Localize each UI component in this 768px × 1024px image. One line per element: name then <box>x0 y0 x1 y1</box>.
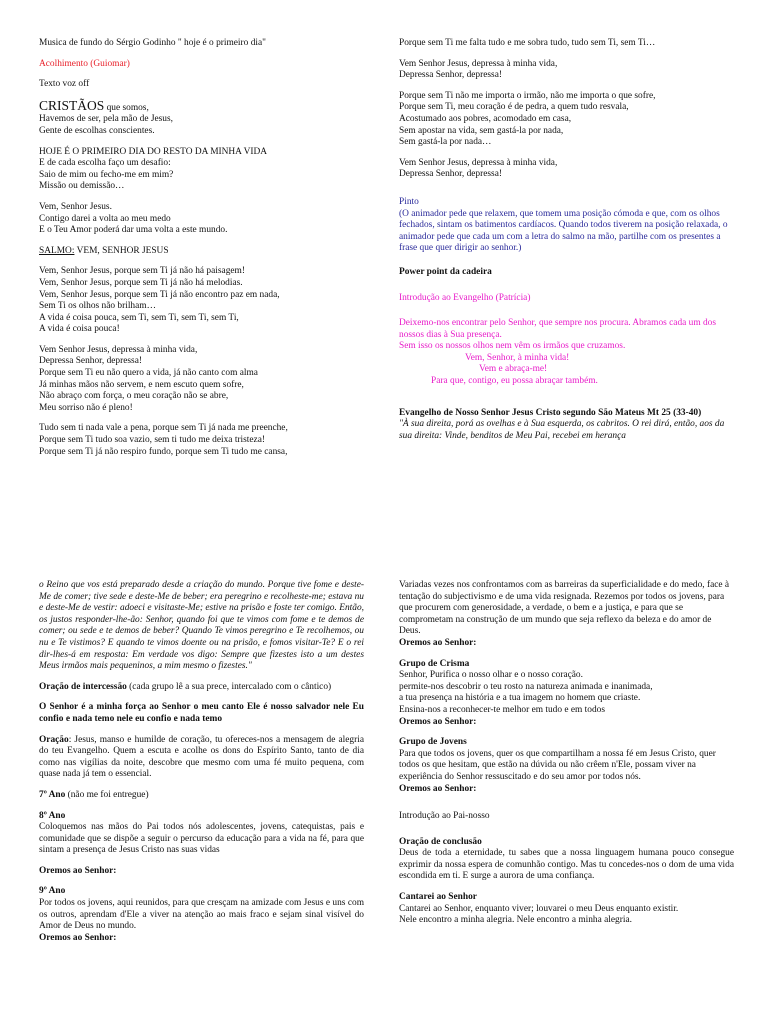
song-line: Nele encontro a minha alegria. Nele encontro a minha alegria. <box>399 915 632 926</box>
poem-line: Porque sem Ti me falta tudo e me sobra tudo, tudo sem Ti, sem Ti… <box>399 38 656 48</box>
poem-line: Tudo sem ti nada vale a pena, porque sem Ti já nada me preenche, <box>39 423 288 434</box>
poem-line: Acostumado aos pobres, acomodado em casa, <box>399 113 572 124</box>
ano7-heading <box>39 790 364 802</box>
refrain-2 <box>399 158 734 181</box>
music-line: Musica de fundo do Sérgio Godinho " hoje é o primeiro dia" <box>39 38 266 48</box>
ano7-note: (não me foi entregue) <box>65 789 149 800</box>
conclusao-heading: Oração de conclusão <box>399 836 482 847</box>
pinto-section <box>399 197 734 255</box>
column-bottom-left <box>39 580 364 944</box>
poem-line: Depressa Senhor, depressa! <box>399 70 502 81</box>
salmo-stanza-2 <box>39 345 344 415</box>
cantico-text: O Senhor é a minha força ao Senhor o meu canto Ele é nosso salvador nele Eu confio e nada temo nele eu confio e nada temo <box>39 702 364 724</box>
poem-line: E de cada escolha faço um desafio: <box>39 158 171 169</box>
ano7-label: 7º Ano <box>39 789 66 800</box>
crisma-heading: Grupo de Crisma <box>399 658 470 669</box>
oremos-line: Oremos ao Senhor: <box>399 716 477 727</box>
poem-line: Meu sorriso não é pleno! <box>39 402 133 413</box>
cristaos-rest: que somos, <box>104 102 149 113</box>
intro-pai-nosso: Introdução ao Pai-nosso <box>399 811 490 822</box>
ano9-text: Por todos os jovens, aqui reunidos, para que cresçam na amizade com Jesus e uns com os outros, aprendam d'Ele a viver na atenção ao mais fraco e sejam sinal visível do Amor de Deus no mundo. <box>39 898 364 932</box>
poem-line: Porque sem Ti tudo soa vazio, sem ti tudo me deixa tristeza! <box>39 435 266 446</box>
column-bottom-right <box>399 580 734 936</box>
poem-line: Já minhas mãos não servem, e nem escuto quem sofre, <box>39 379 244 390</box>
cristaos-stanza <box>39 97 344 138</box>
intercessao-label: Oração de intercessão <box>39 681 127 692</box>
evangelho-title: Evangelho de Nosso Senhor Jesus Cristo segundo São Mateus Mt 25 (33-40) <box>399 407 702 418</box>
salmo-label: SALMO: <box>39 245 75 256</box>
poem-line: A vida é coisa pouca, sem Ti, sem Ti, sem Ti, sem Ti, <box>39 312 239 323</box>
poem-line: Vem, Senhor Jesus, porque sem Ti já não há paisagem! <box>39 266 245 277</box>
poem-line: Sem Ti os olhos não brilham… <box>39 301 156 312</box>
poem-line: HOJE É O PRIMEIRO DIA DO RESTO DA MINHA VIDA <box>39 146 268 157</box>
prayer-line: a tua presença na história e a tua imagem no homem que criaste. <box>399 693 641 704</box>
poem-line: A vida é coisa pouca! <box>39 324 120 335</box>
poem-line: Porque sem Ti, meu coração é de pedra, a quem tudo resvala, <box>399 102 629 113</box>
poem-line: Sem apostar na vida, sem gastá-la por nada, <box>399 125 564 136</box>
acolhimento-heading: Acolhimento (Guiomar) <box>39 58 130 69</box>
oracao-paragraph <box>39 735 364 781</box>
poem-line: Porque sem Ti já não respiro fundo, porque sem Ti tudo me cansa, <box>39 446 288 457</box>
pinto-instructions: (O animador pede que relaxem, que tomem uma posição cómoda e que, com os olhos fechados, sintam os batimentos cardíacos. Quando todos tiverem na posição relaxada, o animador pede que cada um com a letra do salmo na mão, partilhe com os presentes a frase que quer dirigir ao senhor.) <box>399 208 728 254</box>
vem-senhor-line: Vem, Senhor, à minha vida! <box>465 352 570 363</box>
column-top-right <box>399 38 734 451</box>
ano9-heading: 9º Ano <box>39 886 66 897</box>
poem-line: E o Teu Amor poderá dar uma volta a este mundo. <box>39 225 228 236</box>
poem-line: Vem Senhor Jesus, depressa à minha vida, <box>39 344 198 355</box>
salmo-stanza-3 <box>39 423 344 458</box>
oremos-line: Oremos ao Senhor: <box>39 932 117 943</box>
prayer-line: Senhor, Purifica o nosso olhar e o nosso coração. <box>399 670 583 681</box>
intercessao-heading <box>39 682 364 694</box>
poem-line: Havemos de ser, pela mão de Jesus, <box>39 114 173 125</box>
poem-line: Contigo darei a volta ao meu medo <box>39 213 171 224</box>
evangelho-text: "À sua direita, porá as ovelhas e à Sua esquerda, os cabritos. O rei dirá, então, aos da sua direita: Vinde, benditos de Meu Pai, recebei em herança <box>399 419 725 441</box>
refrain-1 <box>399 59 734 82</box>
hoje-stanza <box>39 147 344 193</box>
ano8-text: Coloquemos nas mãos do Pai todos nós adolescentes, jovens, catequistas, pais e comunidade que se dispõe a seguir o percurso da educação para a vida na fé, para que sintam a presença de Jesus Cristo nas suas vidas <box>39 822 364 856</box>
pinto-heading: Pinto <box>399 196 419 207</box>
salmo-stanza-1 <box>39 266 344 336</box>
poem-line: Vem, Senhor Jesus, porque sem Ti já não há melodias. <box>39 277 243 288</box>
poem-line: Vem, Senhor Jesus, porque sem Ti já não encontro paz em nada, <box>39 289 280 300</box>
poem-line: Depressa Senhor, depressa! <box>399 169 502 180</box>
poem-line: Vem, Senhor Jesus. <box>39 201 112 212</box>
poem-line: Não abraço com força, o meu coração não se abre, <box>39 391 229 402</box>
poem-line: Missão ou demissão… <box>39 181 125 192</box>
poem-line: Depressa Senhor, depressa! <box>39 356 142 367</box>
texto-voz-off: Texto voz off <box>39 79 90 90</box>
salmo-title: VEM, SENHOR JESUS <box>74 245 169 256</box>
salmo-stanza-4 <box>399 91 734 149</box>
intercessao-note: (cada grupo lê a sua prece, intercalado com o cântico) <box>126 681 332 692</box>
jovens-text: Para que todos os jovens, quer os que compartilham a nossa fé em Jesus Cristo, quer todos os que hesitam, que estão na dúvida ou não crêem n'Ele, possam viver na experiência do Senhor ressuscitado e do seu amor por todos nós. <box>399 748 716 782</box>
poem-line: Vem Senhor Jesus, depressa à minha vida, <box>399 58 558 69</box>
poem-line: Porque sem Ti eu não quero a vida, já não canto com alma <box>39 368 258 379</box>
intro-evangelho-text <box>399 318 734 388</box>
cantarei-heading: Cantarei ao Senhor <box>399 892 477 903</box>
variadas-paragraph: Variadas vezes nos confrontamos com as barreiras da superficialidade e do medo, face à tentação do subjectivismo e de uma vida resignada. Rezemos por todos os jovens, para que procurem com generosidade, a verdade, o bem e a justiça, e para que se comprometam na construção de um mundo que seja reflexo da beleza e do amor de Deus. <box>399 580 730 637</box>
cristaos-word: CRISTÃOS <box>39 97 105 113</box>
column-top-left <box>39 38 344 467</box>
oracao-label: Oração <box>39 734 69 745</box>
jovens-heading: Grupo de Jovens <box>399 737 467 748</box>
poem-line: Sem gastá-la por nada… <box>399 137 492 148</box>
conclusao-text: Deus de toda a eternidade, tu sabes que a nossa linguagem humana pouco consegue exprimir da nossa espera de comunhão contigo. Mas tu concedes-nos o dom de uma vida escondida em ti. E surge a aurora de uma confiança. <box>399 848 734 882</box>
song-line: Cantarei ao Senhor, enquanto viver; louvarei o meu Deus enquanto existir. <box>399 903 679 914</box>
poem-line: Saio de mim ou fecho-me em mim? <box>39 169 174 180</box>
oremos-line: Oremos ao Senhor: <box>39 865 117 876</box>
sem-isso-line: Sem isso os nossos olhos nem vêm os irmãos que cruzamos. <box>399 341 626 352</box>
gospel-continuation: o Reino que vos está preparado desde a criação do mundo. Porque tive fome e deste-Me de comer; tive sede e deste-Me de beber; era peregrino e recolheste-me; estava nu e deste-Me de vestir: adoeci e visitaste-Me; estive na prisão e foste ter comigo. Então, os justos responder-lhe-ão: Senhor, quando foi que te vimos com fome e te demos de comer; ou sede e te demos de beber? Quando Te vimos peregrino e Te recolhemos, ou nu e Te vistimos? E quando te vimos doente ou na prisão, e fomos visitar-Te? E o rei dir-lhes-á em resposta: Em verdade vos digo: Sempre que fizestes isto a um destes Meus irmãos mais pequeninos, a mim mesmo o fizestes." <box>39 580 364 672</box>
poem-line: Gente de escolhas conscientes. <box>39 125 155 136</box>
para-que-line: Para que, contigo, eu possa abraçar também. <box>431 376 598 387</box>
deixemo-paragraph: Deixemo-nos encontrar pelo Senhor, que sempre nos procura. Abramos cada um dos nossos dias à Sua presença. <box>399 318 716 340</box>
poem-line: Porque sem Ti não me importa o irmão, não me importa o que sofre, <box>399 90 656 101</box>
oracao-text: : Jesus, manso e humilde de coração, tu ofereces-nos a mensagem de alegria do teu Evangelho. Quem a escuta e acolhe os dons do Espírito Santo, tanto de dia como nas vigílias da noite, descobre que mesmo com uma fé muito pequena, com quase nada já tem o essencial. <box>39 734 364 780</box>
prayer-line: permite-nos descobrir o teu rosto na natureza animada e inanimada, <box>399 681 653 692</box>
oremos-line: Oremos ao Senhor: <box>399 637 477 648</box>
intro-evangelho-heading: Introdução ao Evangelho (Patrícia) <box>399 292 531 303</box>
ano8-heading: 8º Ano <box>39 810 66 821</box>
vem-stanza <box>39 202 344 237</box>
vem-abraca-line: Vem e abraça-me! <box>479 364 548 375</box>
poem-line: Vem Senhor Jesus, depressa à minha vida, <box>399 157 558 168</box>
document-page-2 <box>0 512 768 1024</box>
power-point-heading: Power point da cadeira <box>399 266 492 277</box>
oremos-line: Oremos ao Senhor: <box>399 783 477 794</box>
salmo-heading <box>39 246 344 258</box>
prayer-line: Ensina-nos a reconhecer-te melhor em tudo e em todos <box>399 704 605 715</box>
